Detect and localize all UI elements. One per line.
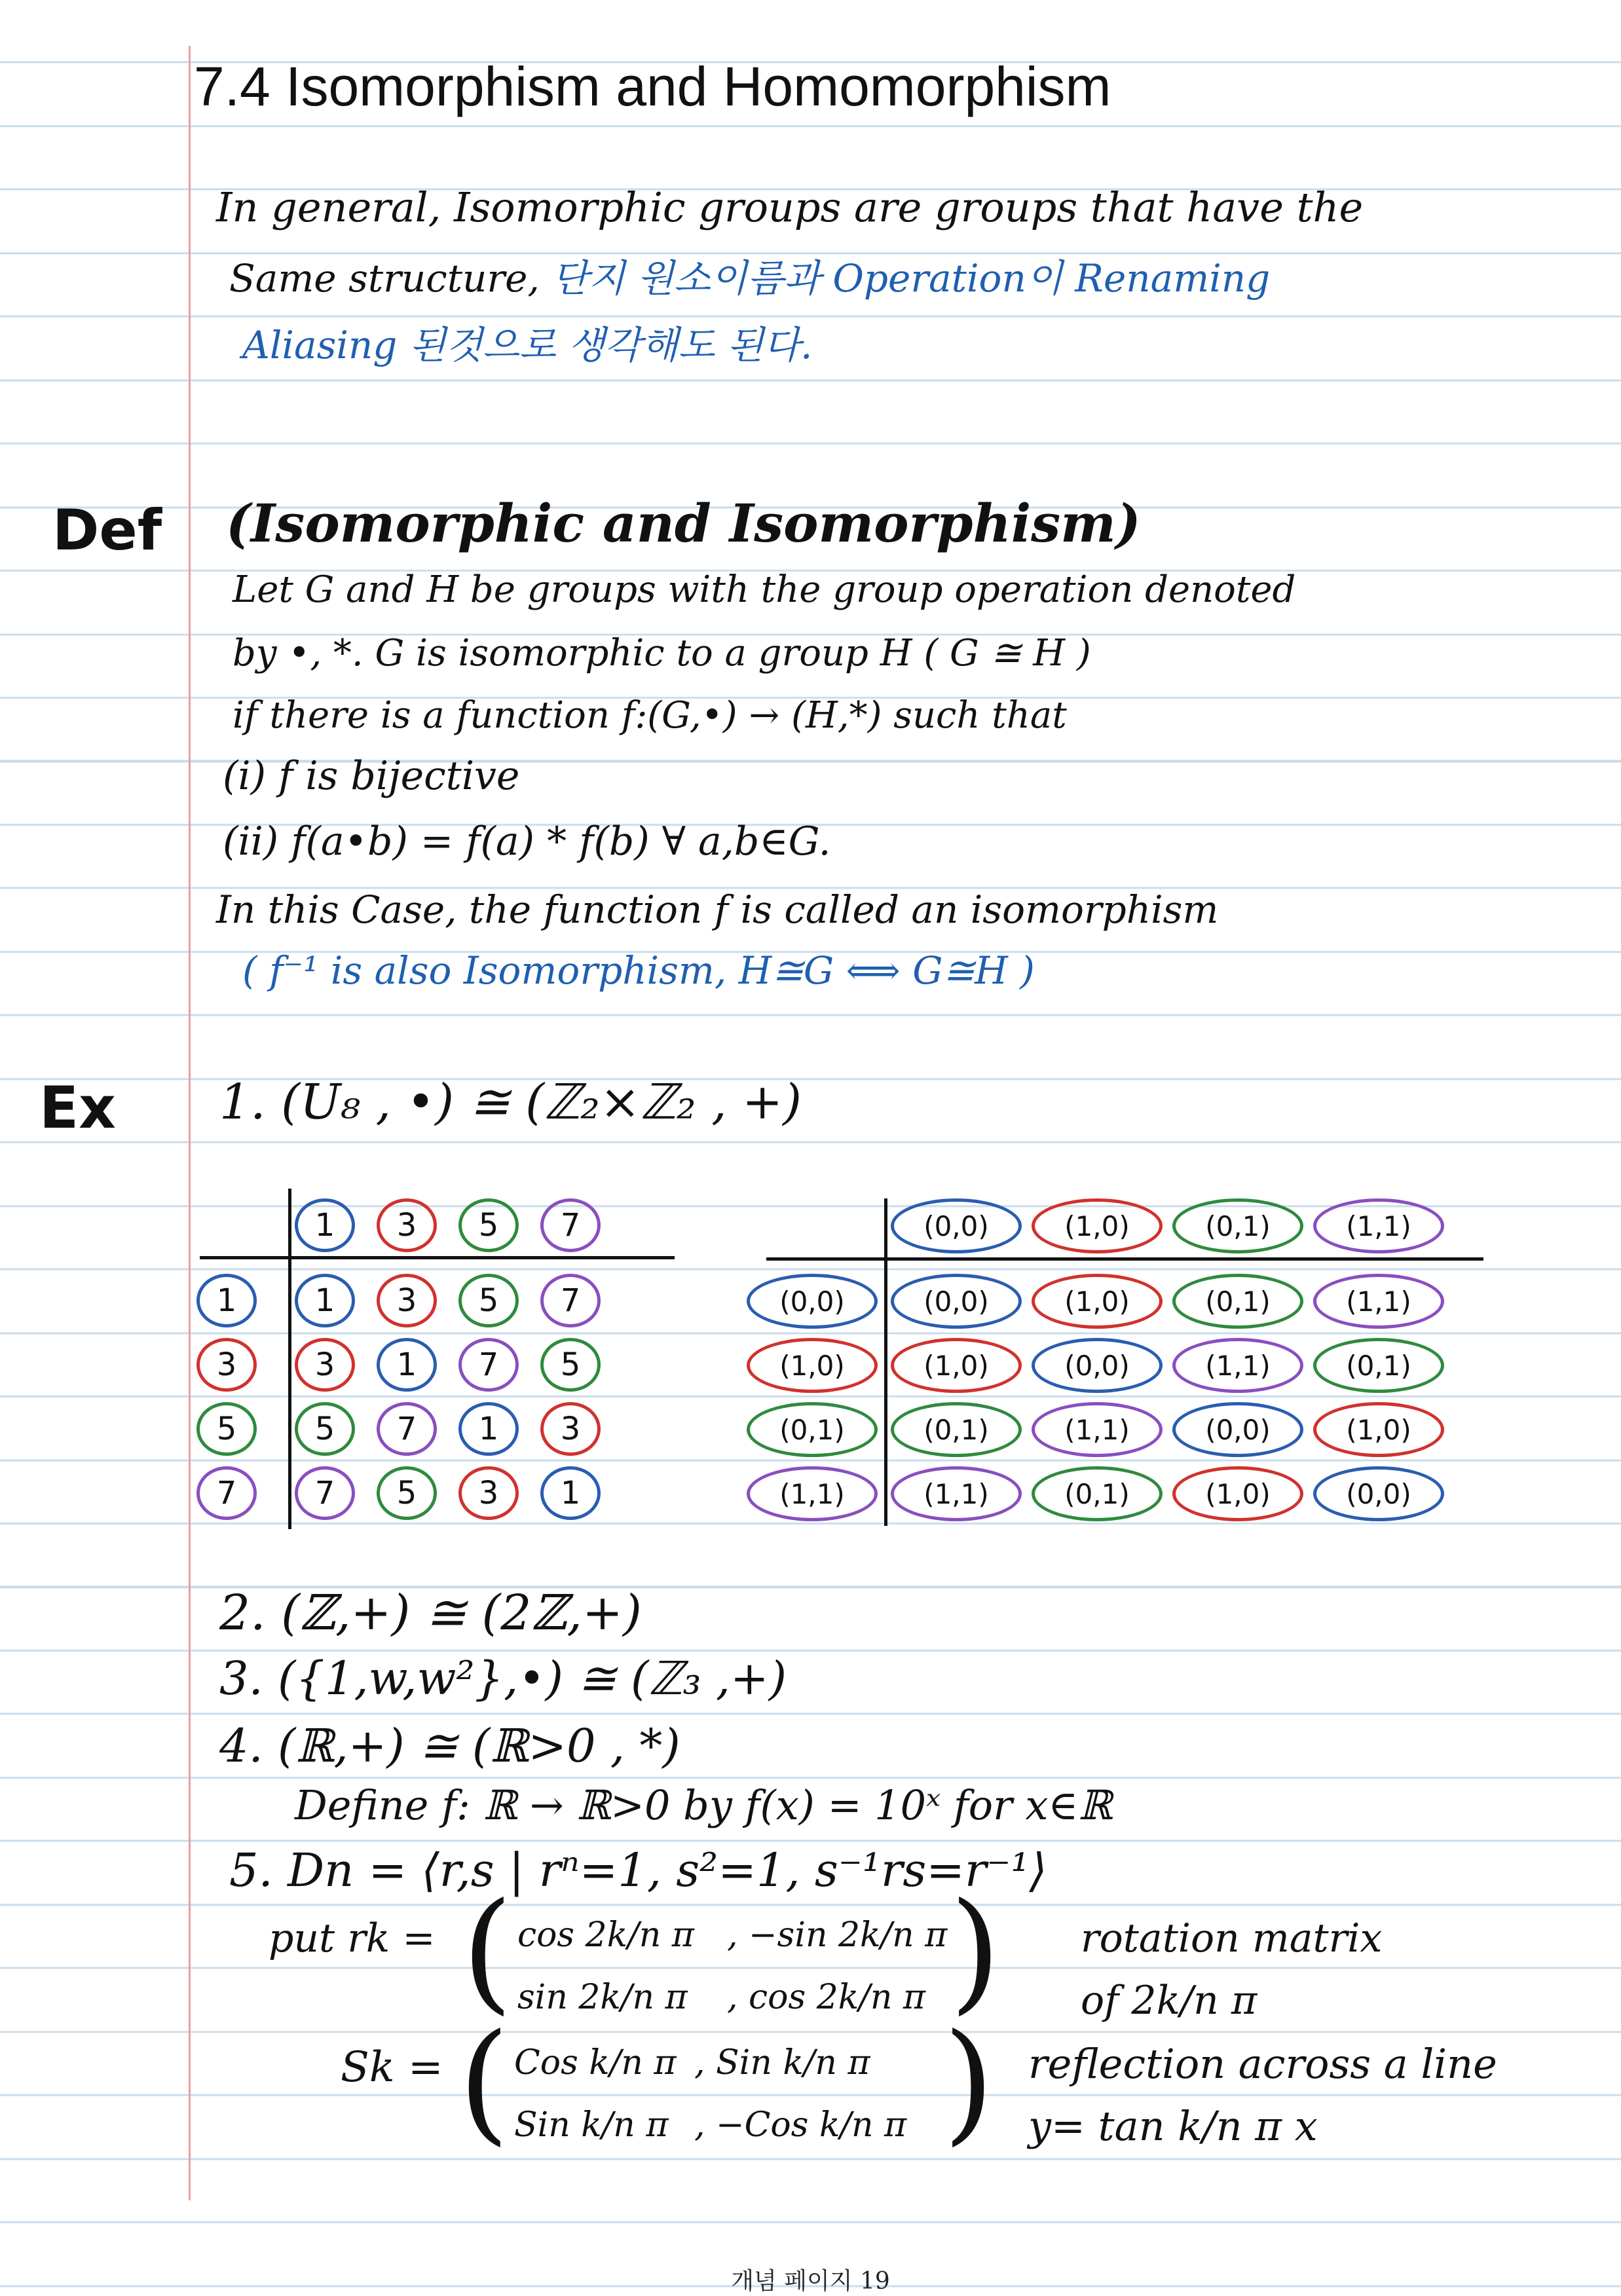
u8-row-header: 5 bbox=[196, 1402, 257, 1456]
z2z2-cell: (1,0) bbox=[891, 1338, 1022, 1393]
z2z2-header-cell: (0,1) bbox=[1172, 1198, 1303, 1253]
z2z2-cell: (0,1) bbox=[1172, 1274, 1303, 1329]
intro-line-3: Aliasing 된것으로 생각해도 된다. bbox=[242, 323, 813, 367]
z2z2-row-header: (0,0) bbox=[747, 1274, 878, 1329]
ex-label: Ex bbox=[39, 1074, 116, 1141]
u8-cell: 5 bbox=[295, 1402, 355, 1456]
z2z2-cell: (1,1) bbox=[1172, 1338, 1303, 1393]
z2z2-cell: (1,1) bbox=[1313, 1274, 1444, 1329]
z2z2-cell: (0,0) bbox=[1032, 1338, 1163, 1393]
z2z2-cell: (1,0) bbox=[1172, 1466, 1303, 1521]
u8-cell: 3 bbox=[377, 1274, 437, 1327]
def-line-1: Let G and H be groups with the group operation denoted bbox=[233, 568, 1296, 611]
def-line-4: (i) f is bijective bbox=[223, 753, 520, 799]
rk-right-paren: ) bbox=[950, 1875, 1001, 2028]
intro-line-2-blue: 단지 원소이름과 Operation이 Renaming bbox=[551, 256, 1271, 301]
page-title: 7.4 Isomorphism and Homomorphism bbox=[194, 56, 1111, 117]
def-heading: (Isomorphic and Isomorphism) bbox=[226, 492, 1141, 554]
u8-row-header: 3 bbox=[196, 1338, 257, 1392]
rk-desc-1: rotation matrix bbox=[1081, 1916, 1383, 1961]
page-footer: 개념 페이지 19 bbox=[731, 2268, 890, 2295]
def-note: ( f⁻¹ is also Isomorphism, H≅G ⟺ G≅H ) bbox=[242, 948, 1035, 993]
ex-3: 3. ({1,w,w²},•) ≅ (ℤ₃ ,+) bbox=[219, 1652, 787, 1705]
sk-desc-2: y= tan k/n π x bbox=[1028, 2102, 1318, 2150]
u8-header-cell: 3 bbox=[377, 1198, 437, 1252]
rk-row1-b: , −sin 2k/n π bbox=[727, 1916, 948, 1955]
u8-cell: 1 bbox=[295, 1274, 355, 1327]
intro-line-2 bbox=[229, 248, 1270, 303]
z2z2-row-header: (1,0) bbox=[747, 1338, 878, 1393]
rk-desc-2: of 2k/n π bbox=[1081, 1978, 1258, 2024]
def-line-6: In this Case, the function f is called an isomorphism bbox=[216, 887, 1219, 932]
z2z2-cell: (0,0) bbox=[891, 1274, 1022, 1329]
ex-5: 5. Dn = ⟨r,s | rⁿ=1, s²=1, s⁻¹rs=r⁻¹⟩ bbox=[229, 1843, 1047, 1897]
u8-cell: 3 bbox=[458, 1466, 519, 1520]
z2z2-cell: (1,1) bbox=[891, 1466, 1022, 1521]
z2z2-cell: (0,1) bbox=[1032, 1466, 1163, 1521]
z2z2-header-cell: (1,0) bbox=[1032, 1198, 1163, 1253]
u8-header-cell: 1 bbox=[295, 1198, 355, 1252]
z2z2-cell: (1,0) bbox=[1313, 1402, 1444, 1457]
u8-header-cell: 5 bbox=[458, 1198, 519, 1252]
u8-cell: 7 bbox=[540, 1274, 601, 1327]
z2z2-cell: (0,0) bbox=[1172, 1402, 1303, 1457]
rk-left-paren: ( bbox=[462, 1875, 513, 2028]
margin-line bbox=[189, 46, 191, 2200]
z2z2-header-cell: (1,1) bbox=[1313, 1198, 1444, 1253]
z2z2-cell: (1,1) bbox=[1032, 1402, 1163, 1457]
u8-cell: 5 bbox=[377, 1466, 437, 1520]
u8-cell: 5 bbox=[458, 1274, 519, 1327]
sk-right-paren: ) bbox=[943, 2006, 995, 2158]
sk-row2-a: Sin k/n π bbox=[514, 2105, 669, 2145]
def-line-5: (ii) f(a•b) = f(a) * f(b) ∀ a,b∈G. bbox=[223, 819, 831, 864]
u8-cell: 5 bbox=[540, 1338, 601, 1392]
rk-label: put rk = bbox=[269, 1916, 436, 1961]
u8-cell: 3 bbox=[540, 1402, 601, 1456]
u8-cell: 7 bbox=[295, 1466, 355, 1520]
u8-row-header: 1 bbox=[196, 1274, 257, 1327]
z2z2-cell: (0,1) bbox=[891, 1402, 1022, 1457]
ex-1: 1. (U₈ , •) ≅ (ℤ₂×ℤ₂ , +) bbox=[219, 1074, 802, 1130]
z2z2-cell: (0,1) bbox=[1313, 1338, 1444, 1393]
u8-cell: 7 bbox=[458, 1338, 519, 1392]
u8-cell: 1 bbox=[458, 1402, 519, 1456]
sk-label: Sk = bbox=[341, 2043, 443, 2092]
sk-desc-1: reflection across a line bbox=[1028, 2040, 1497, 2088]
z2z2-cell: (0,0) bbox=[1313, 1466, 1444, 1521]
sk-row1-a: Cos k/n π bbox=[514, 2043, 677, 2083]
sk-row2-b: , −Cos k/n π bbox=[694, 2105, 907, 2145]
u8-cell: 3 bbox=[295, 1338, 355, 1392]
z2z2-row-header: (1,1) bbox=[747, 1466, 878, 1521]
intro-line-2-black: Same structure, bbox=[229, 256, 540, 301]
u8-cell: 1 bbox=[377, 1338, 437, 1392]
ex-4: 4. (ℝ,+) ≅ (ℝ>0 , *) bbox=[219, 1719, 680, 1773]
z2z2-cell: (1,0) bbox=[1032, 1274, 1163, 1329]
def-line-3: if there is a function f:(G,•) → (H,*) such that bbox=[233, 694, 1067, 737]
def-label: Def bbox=[52, 498, 162, 563]
def-line-2: by •, *. G is isomorphic to a group H ( G ≅ H ) bbox=[233, 632, 1091, 675]
ex-4-define: Define f: ℝ → ℝ>0 by f(x) = 10ˣ for x∈ℝ bbox=[295, 1781, 1112, 1829]
ex-2: 2. (ℤ,+) ≅ (2ℤ,+) bbox=[219, 1585, 642, 1641]
rk-row1-a: cos 2k/n π bbox=[517, 1916, 694, 1955]
intro-line-1: In general, Isomorphic groups are groups that have the bbox=[216, 183, 1364, 231]
u8-header-cell: 7 bbox=[540, 1198, 601, 1252]
sk-row1-b: , Sin k/n π bbox=[694, 2043, 870, 2083]
sk-left-paren: ( bbox=[458, 2006, 510, 2158]
z2z2-row-header: (0,1) bbox=[747, 1402, 878, 1457]
u8-cell: 1 bbox=[540, 1466, 601, 1520]
u8-cell: 7 bbox=[377, 1402, 437, 1456]
rk-row2-b: , cos 2k/n π bbox=[727, 1978, 926, 2017]
rk-row2-a: sin 2k/n π bbox=[517, 1978, 688, 2017]
u8-row-header: 7 bbox=[196, 1466, 257, 1520]
z2z2-header-cell: (0,0) bbox=[891, 1198, 1022, 1253]
